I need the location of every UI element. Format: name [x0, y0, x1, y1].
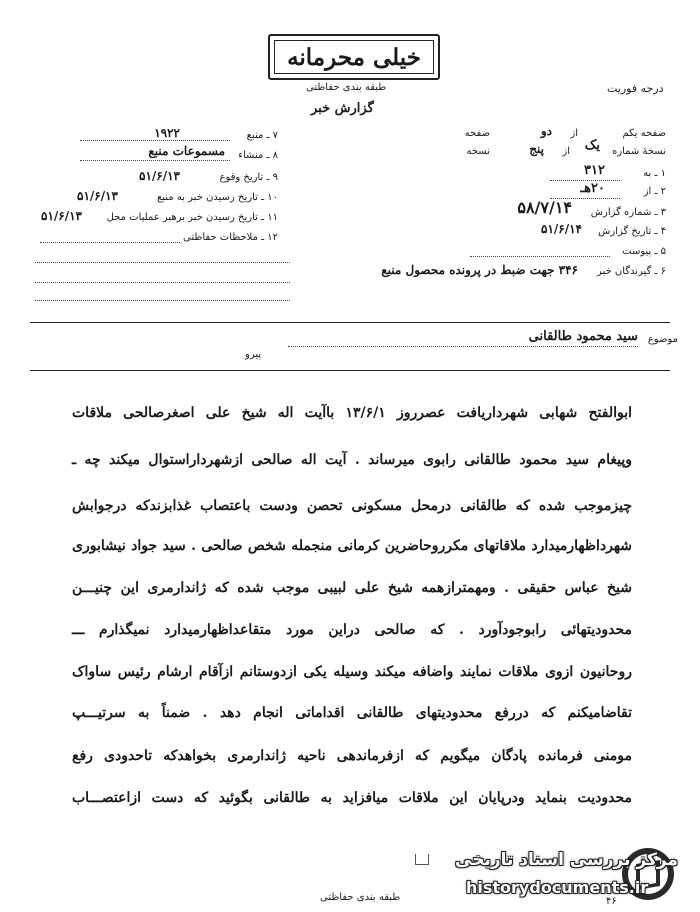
origin-value: مسموعات منبع	[148, 144, 225, 158]
from-label: ۲ ـ از	[643, 186, 666, 197]
report-date-value: ۵۱/۶/۱۴	[541, 222, 582, 236]
to-label: ۱ ـ به	[643, 168, 666, 179]
source-label: ۷ ـ منبع	[246, 130, 278, 141]
separator-line-2	[30, 370, 670, 371]
classification-label: طبقه بندی حفاظتی	[306, 82, 387, 93]
stamp-text: خیلی محرمانه	[287, 43, 421, 71]
report-no-label: ۳ ـ شماره گزارش	[590, 207, 666, 218]
top-secret-stamp	[268, 34, 440, 80]
body-line-10: محدودیت بنماید ودرپایان این ملاقات میافزاید به طالقانی بگوئید که دست ازاعتصـــاب	[72, 790, 632, 806]
recipients-label: ۶ ـ گیرندگان خبر	[596, 266, 666, 277]
watermark-title: مرکز بررسی اسناد تاریخی	[455, 850, 678, 870]
body-line-6: محدودیتهائی رابوجودآورد . که صالحی دراین مورد متقاعداظهارمیدارد نمیگذارم ـــ	[72, 622, 632, 638]
footer-page-code: ۴۶	[606, 896, 617, 907]
received-source-label: ۱۰ ـ تاریخ رسیدن خبر به منبع	[156, 192, 278, 203]
copy-value: یک	[584, 138, 600, 153]
report-date-label: ۴ ـ تاریخ گزارش	[598, 226, 666, 237]
to-value: ۳۱۲	[584, 163, 605, 178]
page-of-value: دو	[540, 124, 552, 138]
from-value: ۲۰هـ	[580, 181, 605, 196]
report-title: گزارش خبر	[311, 101, 374, 116]
separator-line	[30, 322, 670, 323]
urgency-label: درجه فوریت	[607, 82, 664, 95]
notes-label: ۱۲ ـ ملاحظات حفاظتی	[183, 232, 278, 243]
report-no-value: ۵۸/۷/۱۴	[517, 198, 572, 217]
body-line-9: مومنی فرمانده پادگان میگویم که ازفرماندهی ناحیه ژاندارمری بخواهدکه تاحدودی رفع	[72, 748, 632, 764]
recipients-value: ۳۴۶ جهت ضبط در پرونده محصول منبع	[381, 263, 578, 277]
received-chief-value: ۵۱/۶/۱۳	[41, 209, 82, 223]
subject-value: سید محمود طالقانی	[528, 329, 638, 344]
copy-word: نسخه	[466, 146, 490, 157]
footer-bracket-mark	[415, 854, 429, 865]
received-chief-label: ۱۱ ـ تاریخ رسیدن خبر برهبر عملیات محل	[106, 212, 278, 223]
watermark-url: historydocuments.ir	[466, 878, 649, 897]
event-date-label: ۹ ـ تاریخ وقوع	[219, 172, 278, 183]
page-label: صفحه یکم	[622, 128, 666, 139]
source-value: ۱۹۲۲	[154, 126, 180, 140]
copy-of-label: از	[562, 146, 570, 157]
body-line-1: ابوالفتح شهابی شهرداریافت عصرروز ۱۳/۶/۱ باآیت اله شیخ علی اصغرصالحی ملاقات	[72, 405, 632, 421]
origin-label: ۸ ـ منشاء	[238, 150, 278, 161]
footer-classification-label: طبقه بندی حفاظتی	[320, 892, 401, 903]
body-line-5: شیخ عباس حقیقی . ومهمترازهمه شیخ علی لبیبی موجب شده که ژاندارمری این چنیـــن	[72, 580, 632, 596]
subject-label: موضوع	[647, 334, 678, 345]
received-source-value: ۵۱/۶/۱۳	[77, 189, 118, 203]
body-line-7: روحانیون ازوی ملاقات نمایند واضافه میکند وسیله یکی ازدوستانم ازآقام ارشام رئیس ساواک	[72, 664, 632, 680]
copy-label: نسخهٔ شماره	[612, 146, 666, 157]
follow-label: پیرو	[245, 349, 262, 360]
body-line-2: وپیغام سید محمود طالقانی رابوی میرساند . آیت اله صالحی ازشهرداراستوال میکند چه ـ	[72, 452, 632, 468]
page-word: صفحه	[464, 128, 490, 139]
copy-of-value: پنج	[529, 142, 544, 156]
body-line-8: تقاضامیکنم که دررفع محدودیتهای طالقانی اقداماتی انجام دهد . ضمناً به سرتیـــپ	[72, 705, 632, 721]
attachment-label: ۵ ـ پیوست	[622, 246, 666, 257]
page-of-label: از	[570, 128, 578, 139]
body-line-3: چیزموجب شده که طالقانی درمحل مسکونی تحصن ودست باعتصاب غذابزندکه درجوابش	[72, 498, 632, 514]
body-line-4: شهرداظهارمیدارد ملاقاتهای مکرروحاضرین کرمانی منجمله شخص صالحی . سید جواد نیشابوری	[72, 538, 632, 554]
event-date-value: ۵۱/۶/۱۳	[139, 169, 180, 183]
